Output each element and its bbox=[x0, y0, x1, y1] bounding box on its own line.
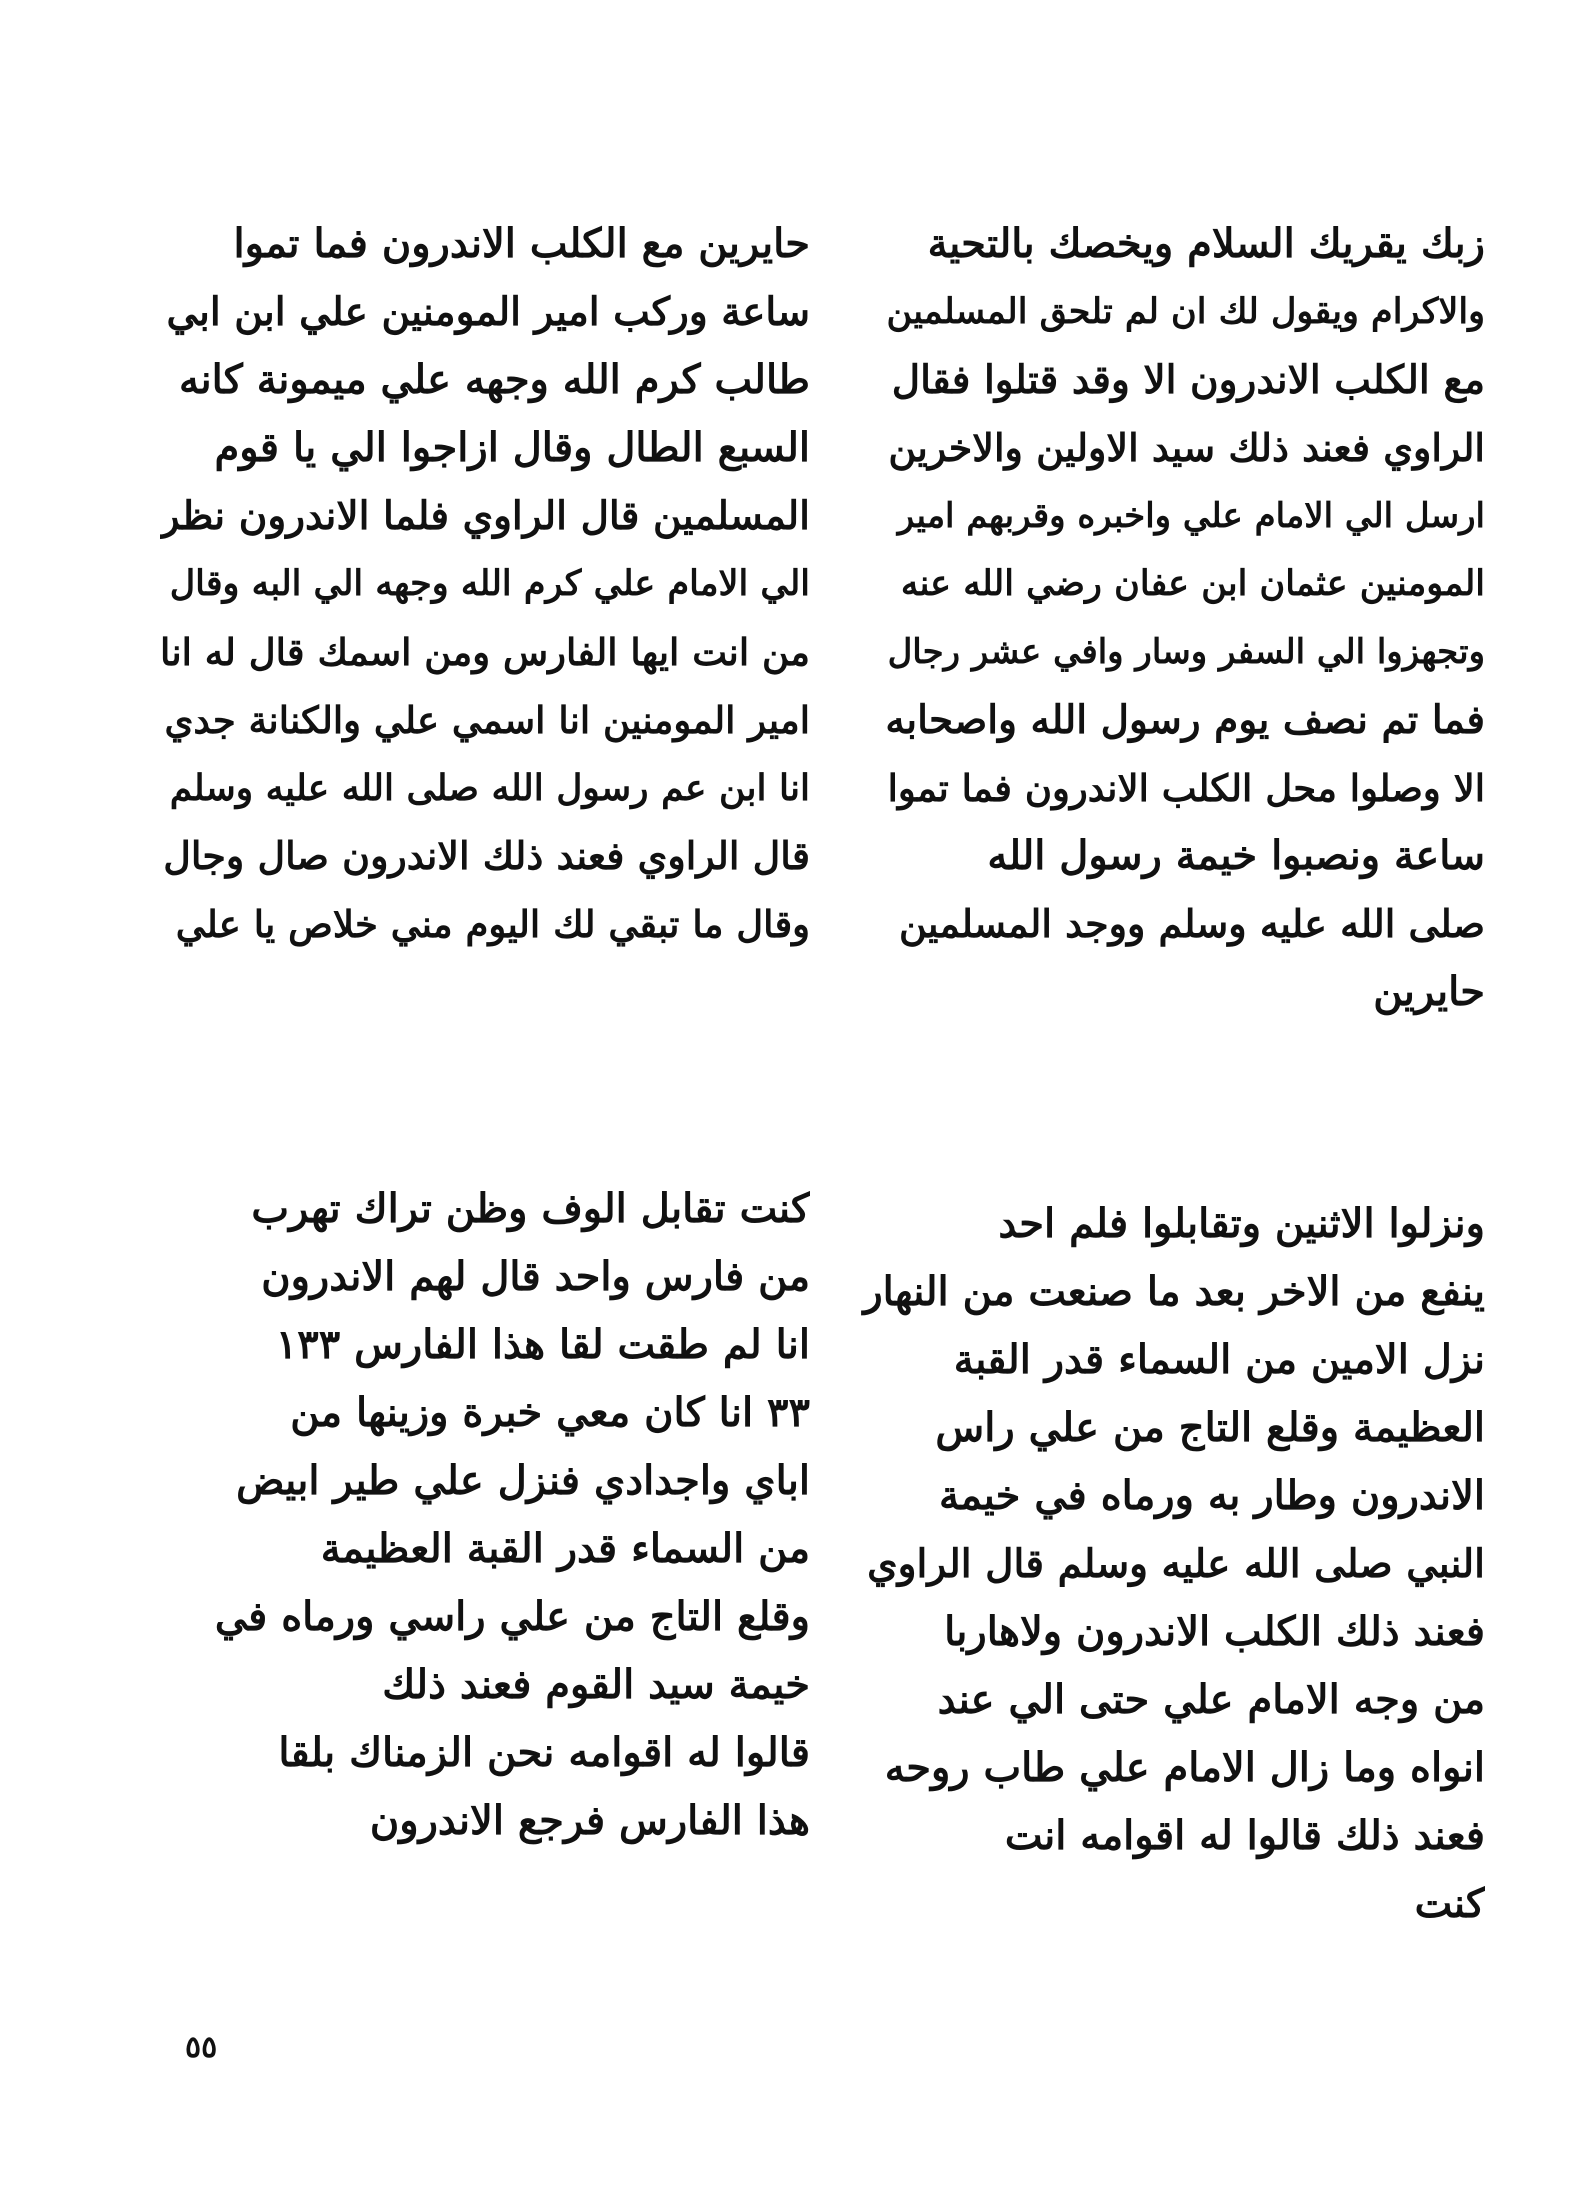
text-line: من فارس واحد قال لهم الاندرون bbox=[261, 1253, 810, 1300]
text-line: نزل الامين من السماء قدر القبة bbox=[953, 1336, 1485, 1383]
text-line: الراوي فعند ذلك سيد الاولين والاخرين bbox=[888, 425, 1485, 470]
text-line: وقال ما تبقي لك اليوم مني خلاص يا علي bbox=[175, 902, 810, 946]
text-line: خيمة سيد القوم فعند ذلك bbox=[382, 1661, 810, 1708]
text-line: فعند ذلك قالوا له اقوامه انت bbox=[1004, 1812, 1485, 1859]
text-line: صلى الله عليه وسلم ووجد المسلمين bbox=[899, 901, 1485, 946]
page-number: ٥٥ bbox=[185, 2030, 218, 2065]
text-line: المسلمين قال الراوي فلما الاندرون نظر bbox=[160, 493, 810, 539]
text-line: زبك يقريك السلام ويخصك بالتحية bbox=[927, 220, 1485, 267]
text-line: ارسل الي الامام علي واخبره وقربهم امير bbox=[897, 496, 1485, 536]
text-line: الا وصلوا محل الكلب الاندرون فما تموا bbox=[887, 766, 1485, 810]
text-line: اباي واجدادي فنزل علي طير ابيض bbox=[236, 1457, 810, 1504]
text-block-top-left bbox=[160, 210, 810, 958]
text-line: كنت bbox=[1414, 1880, 1485, 1927]
text-line: مع الكلب الاندرون الا وقد قتلوا فقال bbox=[891, 357, 1485, 403]
text-line: ساعة وركب امير المومنين علي ابن ابي bbox=[166, 289, 810, 335]
text-line: كنت تقابل الوف وظن تراك تهرب bbox=[251, 1185, 810, 1232]
text-line: انا لم طقت لقا هذا الفارس ١٣٣ bbox=[275, 1321, 810, 1368]
text-line: الي الامام علي كرم الله وجهه الي البه وقال bbox=[169, 563, 810, 604]
text-line: فعند ذلك الكلب الاندرون ولاهاربا bbox=[944, 1608, 1485, 1655]
text-line: قال الراوي فعند ذلك الاندرون صال وجال bbox=[163, 833, 810, 878]
text-line: انا ابن عم رسول الله صلى الله عليه وسلم bbox=[169, 767, 810, 809]
text-line: قالوا له اقوامه نحن الزمناك بلقا bbox=[278, 1729, 810, 1776]
text-line: العظيمة وقلع التاج من علي راس bbox=[935, 1404, 1485, 1451]
text-line: ينفع من الاخر بعد ما صنعت من النهار bbox=[863, 1268, 1485, 1315]
text-line: وتجهزوا الي السفر وسار وافي عشر رجال bbox=[887, 632, 1485, 672]
text-line: حايرين bbox=[1373, 968, 1485, 1015]
text-line: ساعة ونصبوا خيمة رسول الله bbox=[987, 832, 1485, 879]
text-line: الاندرون وطار به ورماه في خيمة bbox=[939, 1472, 1485, 1519]
text-block-bottom-right bbox=[860, 1190, 1485, 1938]
text-line: ونزلوا الاثنين وتقابلوا فلم احد bbox=[998, 1200, 1485, 1247]
text-line: المومنين عثمان ابن عفان رضي الله عنه bbox=[900, 563, 1485, 604]
text-line: طالب كرم الله وجهه علي ميمونة كانه bbox=[179, 356, 810, 403]
text-line: من وجه الامام علي حتى الي عند bbox=[937, 1676, 1485, 1723]
text-line: امير المومنين انا اسمي علي والكنانة جدي bbox=[164, 698, 810, 742]
text-line: ٣٣ انا كان معي خبرة وزينها من bbox=[290, 1389, 810, 1436]
text-line: انواه وما زال الامام علي طاب روحه bbox=[884, 1744, 1485, 1791]
text-line: هذا الفارس فرجع الاندرون bbox=[369, 1797, 810, 1844]
text-line: النبي صلى الله عليه وسلم قال الراوي bbox=[867, 1541, 1485, 1587]
text-block-bottom-left bbox=[160, 1175, 810, 1855]
text-line: فما تم نصف يوم رسول الله واصحابه bbox=[885, 697, 1485, 743]
text-line: والاكرام ويقول لك ان لم تلحق المسلمين bbox=[886, 291, 1485, 332]
text-line: حايرين مع الكلب الاندرون فما تموا bbox=[233, 220, 810, 267]
text-block-top-right bbox=[885, 210, 1485, 1026]
text-line: وقلع التاج من علي راسي ورماه في bbox=[214, 1593, 810, 1640]
text-line: من السماء قدر القبة العظيمة bbox=[320, 1525, 810, 1572]
text-line: من انت ايها الفارس ومن اسمك قال له انا bbox=[160, 630, 810, 674]
text-line: السبع الطال وقال ازاجوا الي يا قوم bbox=[214, 424, 810, 471]
